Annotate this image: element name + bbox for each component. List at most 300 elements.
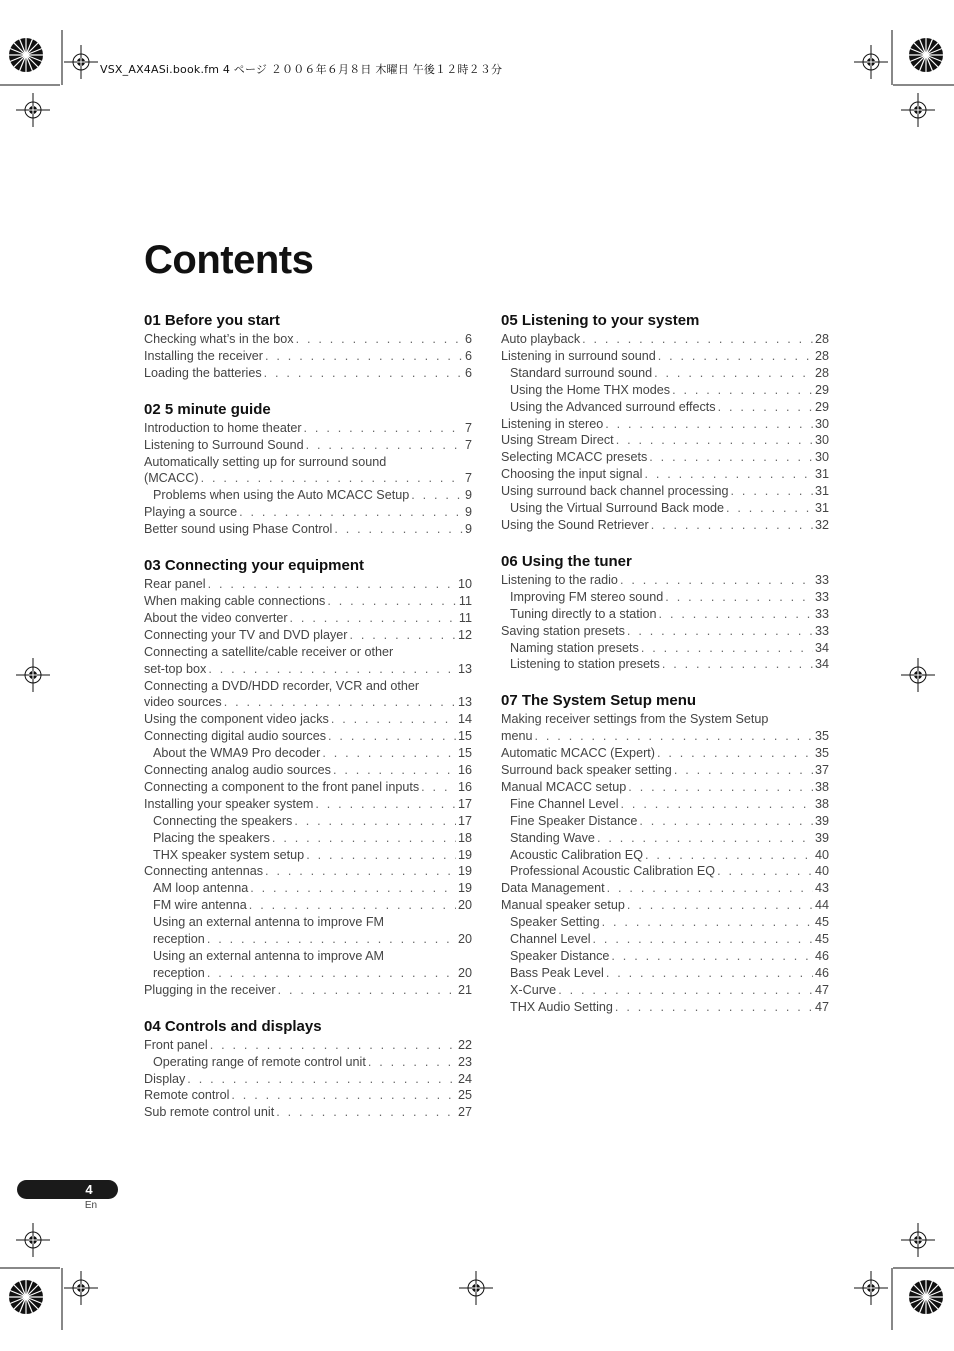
dot-leader bbox=[296, 331, 463, 348]
toc-entry-title: Better sound using Phase Control bbox=[144, 522, 333, 537]
crosshair-target-icon bbox=[901, 1223, 935, 1257]
toc-entry[interactable] bbox=[501, 432, 829, 449]
dot-leader bbox=[651, 517, 813, 534]
crosshair-target-icon bbox=[16, 93, 50, 127]
dot-leader bbox=[272, 830, 456, 847]
toc-entry-title: Placing the speakers bbox=[153, 830, 270, 845]
toc-entry-title: Bass Peak Level bbox=[510, 965, 604, 980]
toc-page-number: 16 bbox=[457, 779, 472, 794]
dot-leader bbox=[654, 365, 813, 382]
dot-leader bbox=[265, 348, 463, 365]
toc-entry[interactable] bbox=[501, 745, 829, 762]
toc-page-number: 21 bbox=[457, 982, 472, 997]
toc-entry[interactable] bbox=[501, 348, 829, 365]
crosshair-target-icon bbox=[16, 658, 50, 692]
toc-entry-title: Installing the receiver bbox=[144, 348, 264, 363]
toc-page-number: 37 bbox=[814, 763, 829, 778]
toc-section bbox=[501, 552, 829, 673]
toc-entry[interactable] bbox=[501, 779, 829, 796]
toc-entry[interactable] bbox=[144, 694, 472, 711]
toc-entry-title: THX speaker system setup bbox=[153, 847, 305, 862]
toc-entry-title: Front panel bbox=[144, 1037, 208, 1052]
toc-entry-title: Installing your speaker system bbox=[144, 796, 314, 811]
toc-entry[interactable] bbox=[144, 847, 472, 864]
toc-page-number: 9 bbox=[464, 505, 472, 520]
toc-entry-title: Improving FM stereo sound bbox=[510, 589, 664, 604]
dot-leader bbox=[290, 610, 457, 627]
section-heading: 07 The System Setup menu bbox=[501, 692, 697, 710]
toc-entry[interactable] bbox=[501, 965, 829, 982]
toc-entry[interactable] bbox=[501, 640, 829, 657]
section-heading: 04 Controls and displays bbox=[144, 1017, 322, 1035]
toc-page-number: 27 bbox=[457, 1105, 472, 1120]
toc-entry-title: Selecting MCACC presets bbox=[501, 450, 648, 465]
crosshair-target-icon bbox=[16, 1223, 50, 1257]
section-heading: 06 Using the tuner bbox=[501, 552, 632, 570]
toc-left-column bbox=[144, 311, 472, 1139]
toc-page-number: 20 bbox=[457, 965, 472, 980]
star-target-icon bbox=[9, 1280, 43, 1314]
crosshair-target-icon bbox=[64, 1271, 98, 1305]
toc-entry[interactable] bbox=[144, 661, 472, 678]
dot-leader bbox=[208, 576, 456, 593]
toc-entry[interactable] bbox=[501, 796, 829, 813]
toc-page-number: 43 bbox=[814, 881, 829, 896]
toc-entry[interactable] bbox=[144, 420, 472, 437]
toc-entry[interactable] bbox=[501, 897, 829, 914]
toc-page-number: 19 bbox=[457, 864, 472, 879]
dot-leader bbox=[304, 420, 463, 437]
dot-leader bbox=[639, 813, 813, 830]
toc-page-number: 7 bbox=[464, 471, 472, 486]
toc-page-number: 44 bbox=[814, 898, 829, 913]
toc-entry-title-continued: reception bbox=[153, 932, 205, 947]
toc-entry[interactable] bbox=[501, 606, 829, 623]
toc-entry-title: Data Management bbox=[501, 881, 605, 896]
language-label: En bbox=[84, 1200, 98, 1211]
toc-entry-title: Connecting your TV and DVD player bbox=[144, 627, 348, 642]
toc-entry[interactable] bbox=[501, 880, 829, 897]
toc-page-number: 20 bbox=[457, 898, 472, 913]
toc-page-number: 29 bbox=[814, 382, 829, 397]
toc-page-number: 13 bbox=[457, 695, 472, 710]
toc-page-number: 9 bbox=[464, 488, 472, 503]
section-heading: 02 5 minute guide bbox=[144, 400, 271, 418]
toc-page-number: 13 bbox=[457, 661, 472, 676]
dot-leader bbox=[331, 711, 456, 728]
dot-leader bbox=[250, 880, 456, 897]
toc-entry-title: Listening to station presets bbox=[510, 657, 660, 672]
toc-entry-title: About the WMA9 Pro decoder bbox=[153, 746, 321, 761]
dot-leader bbox=[620, 572, 813, 589]
toc-page-number: 6 bbox=[464, 365, 472, 380]
dot-leader bbox=[207, 965, 456, 982]
toc-entry[interactable] bbox=[501, 863, 829, 880]
toc-section bbox=[144, 400, 472, 538]
toc-entry[interactable] bbox=[144, 470, 472, 487]
dot-leader bbox=[621, 796, 813, 813]
dot-leader bbox=[662, 656, 813, 673]
toc-entry-title: Sub remote control unit bbox=[144, 1105, 275, 1120]
toc-entry-title: Fine Channel Level bbox=[510, 796, 619, 811]
toc-entry-title: About the video converter bbox=[144, 610, 288, 625]
toc-entry[interactable] bbox=[501, 728, 829, 745]
toc-entry[interactable] bbox=[144, 779, 472, 796]
toc-entry[interactable] bbox=[501, 656, 829, 673]
dot-leader bbox=[239, 504, 463, 521]
toc-entry[interactable] bbox=[144, 931, 472, 948]
toc-page-number: 30 bbox=[814, 433, 829, 448]
toc-entry[interactable] bbox=[144, 521, 472, 538]
toc-page-number: 17 bbox=[457, 796, 472, 811]
dot-leader bbox=[726, 500, 813, 517]
toc-entry-title: Remote control bbox=[144, 1088, 230, 1103]
dot-leader bbox=[649, 449, 813, 466]
dot-leader bbox=[276, 1104, 456, 1121]
toc-entry-title: Fine Speaker Distance bbox=[510, 813, 638, 828]
toc-entry-title: Operating range of remote control unit bbox=[153, 1054, 366, 1069]
toc-entry-title: Surround back speaker setting bbox=[501, 763, 672, 778]
dot-leader bbox=[368, 1054, 456, 1071]
toc-page-number: 11 bbox=[458, 593, 472, 608]
section-heading: 01 Before you start bbox=[144, 312, 280, 329]
toc-entry-title: Introduction to home theater bbox=[144, 420, 302, 435]
toc-entry-title: Automatic MCACC (Expert) bbox=[501, 746, 655, 761]
dot-leader bbox=[644, 466, 813, 483]
toc-entry-title: Connecting digital audio sources bbox=[144, 729, 327, 744]
dot-leader bbox=[231, 1087, 456, 1104]
toc-page-number: 33 bbox=[814, 606, 829, 621]
toc-page-number: 28 bbox=[814, 348, 829, 363]
toc-entry[interactable] bbox=[144, 593, 472, 610]
toc-entry[interactable] bbox=[144, 762, 472, 779]
toc-section bbox=[144, 1017, 472, 1122]
page-number-badge bbox=[17, 1180, 118, 1199]
toc-entry-title[interactable]: Automatically setting up for surround sound bbox=[144, 454, 387, 469]
dot-leader bbox=[327, 593, 457, 610]
toc-entry[interactable] bbox=[144, 627, 472, 644]
dot-leader bbox=[628, 779, 813, 796]
toc-entry[interactable] bbox=[144, 745, 472, 762]
dot-leader bbox=[665, 589, 813, 606]
toc-entry-title: Saving station presets bbox=[501, 623, 625, 638]
toc-entry[interactable] bbox=[144, 965, 472, 982]
toc-page-number: 23 bbox=[457, 1054, 472, 1069]
dot-leader bbox=[658, 348, 813, 365]
dot-leader bbox=[558, 982, 813, 999]
toc-entry-title: Using Stream Direct bbox=[501, 433, 614, 448]
toc-entry[interactable] bbox=[501, 847, 829, 864]
dot-leader bbox=[201, 470, 463, 487]
toc-page-number: 28 bbox=[814, 365, 829, 380]
dot-leader bbox=[607, 880, 813, 897]
toc-page-number: 40 bbox=[814, 847, 829, 862]
crosshair-target-icon bbox=[901, 658, 935, 692]
dot-leader bbox=[605, 416, 813, 433]
dot-leader bbox=[349, 627, 456, 644]
page-number: 4 bbox=[85, 1182, 93, 1197]
toc-entry-title: Playing a source bbox=[144, 505, 238, 520]
toc-page-number: 39 bbox=[814, 813, 829, 828]
toc-entry-title: Choosing the input signal bbox=[501, 467, 643, 482]
toc-page-number: 24 bbox=[457, 1071, 472, 1086]
dot-leader bbox=[224, 694, 456, 711]
toc-entry-title[interactable]: Using an external antenna to improve AM bbox=[153, 949, 385, 963]
toc-page-number: 30 bbox=[814, 450, 829, 465]
toc-entry[interactable] bbox=[144, 813, 472, 830]
toc-entry-title: Using the component video jacks bbox=[144, 712, 329, 727]
toc-page-number: 19 bbox=[457, 847, 472, 862]
dot-leader bbox=[582, 331, 813, 348]
toc-entry[interactable] bbox=[501, 830, 829, 847]
section-heading: 03 Connecting your equipment bbox=[144, 557, 365, 575]
toc-entry[interactable] bbox=[144, 331, 472, 348]
dot-leader bbox=[611, 948, 813, 965]
star-target-icon bbox=[9, 38, 43, 72]
toc-entry-title: Using surround back channel processing bbox=[501, 484, 729, 499]
toc-entry-title: Using the Virtual Surround Back mode bbox=[510, 501, 724, 516]
dot-leader bbox=[421, 779, 456, 796]
toc-entry[interactable] bbox=[144, 830, 472, 847]
toc-page-number: 35 bbox=[814, 746, 829, 761]
toc-entry[interactable] bbox=[501, 762, 829, 779]
toc-entry-title[interactable]: Making receiver settings from the System Setup bbox=[501, 712, 769, 727]
toc-page-number: 14 bbox=[457, 712, 472, 727]
dot-leader bbox=[615, 999, 813, 1016]
toc-page-number: 17 bbox=[457, 813, 472, 828]
dot-leader bbox=[208, 661, 456, 678]
dot-leader bbox=[645, 847, 813, 864]
toc-section bbox=[144, 556, 472, 999]
toc-entry[interactable] bbox=[144, 437, 472, 454]
toc-entry[interactable] bbox=[144, 576, 472, 593]
dot-leader bbox=[602, 914, 813, 931]
dot-leader bbox=[306, 847, 456, 864]
toc-entry-title: Connecting a component to the front panel inputs bbox=[144, 779, 420, 794]
dot-leader bbox=[265, 863, 456, 880]
toc-entry-title: Tuning directly to a station bbox=[510, 606, 657, 621]
dot-leader bbox=[315, 796, 456, 813]
toc-entry-title: When making cable connections bbox=[144, 593, 326, 608]
crosshair-target-icon bbox=[854, 45, 888, 79]
toc-entry-title-continued: reception bbox=[153, 965, 205, 980]
toc-entry[interactable] bbox=[501, 999, 829, 1016]
toc-entry[interactable] bbox=[144, 728, 472, 745]
toc-entry[interactable] bbox=[144, 1104, 472, 1121]
toc-entry-title-continued: video sources bbox=[144, 695, 222, 710]
dot-leader bbox=[322, 745, 456, 762]
dot-leader bbox=[210, 1037, 456, 1054]
toc-entry-title-continued: set-top box bbox=[144, 661, 207, 676]
toc-entry[interactable] bbox=[501, 931, 829, 948]
toc-page-number: 33 bbox=[814, 589, 829, 604]
dot-leader bbox=[717, 863, 813, 880]
toc-entry-title: FM wire antenna bbox=[153, 898, 247, 913]
toc-page-number: 29 bbox=[814, 399, 829, 414]
toc-entry[interactable] bbox=[144, 1087, 472, 1104]
crosshair-target-icon bbox=[64, 45, 98, 79]
dot-leader bbox=[674, 762, 813, 779]
toc-page-number: 25 bbox=[457, 1088, 472, 1103]
toc-entry[interactable] bbox=[501, 399, 829, 416]
toc-page-number: 12 bbox=[457, 627, 472, 642]
toc-entry[interactable] bbox=[144, 982, 472, 999]
toc-page-number: 18 bbox=[457, 830, 472, 845]
toc-entry[interactable] bbox=[144, 880, 472, 897]
toc-entry-title: Professional Acoustic Calibration EQ bbox=[510, 864, 716, 879]
toc-entry-title: Using the Home THX modes bbox=[510, 382, 671, 397]
page-title: Contents bbox=[144, 238, 314, 282]
toc-right-column bbox=[501, 311, 829, 1034]
toc-page-number: 16 bbox=[457, 763, 472, 778]
toc-entry[interactable] bbox=[501, 948, 829, 965]
toc-entry[interactable] bbox=[144, 863, 472, 880]
toc-entry[interactable] bbox=[501, 416, 829, 433]
toc-page-number: 34 bbox=[814, 657, 829, 672]
crop-mark-lines bbox=[0, 1268, 954, 1330]
toc-entry-title: Standard surround sound bbox=[510, 365, 653, 380]
toc-page-number: 38 bbox=[814, 779, 829, 794]
toc-entry[interactable] bbox=[144, 610, 472, 627]
toc-entry-title: Manual MCACC setup bbox=[501, 779, 627, 794]
dot-leader bbox=[328, 728, 456, 745]
toc-entry-title: Listening to Surround Sound bbox=[144, 437, 304, 452]
toc-entry-title[interactable]: Connecting a satellite/cable receiver or other bbox=[144, 644, 394, 659]
dot-leader bbox=[627, 897, 813, 914]
toc-entry[interactable] bbox=[144, 711, 472, 728]
toc-entry[interactable] bbox=[501, 365, 829, 382]
toc-page-number: 34 bbox=[814, 640, 829, 655]
crosshair-target-icon bbox=[459, 1271, 493, 1305]
toc-entry-title[interactable]: Connecting a DVD/HDD recorder, VCR and other bbox=[144, 678, 420, 693]
toc-page-number: 45 bbox=[814, 915, 829, 930]
toc-page-number: 39 bbox=[814, 830, 829, 845]
toc-entry[interactable] bbox=[501, 382, 829, 399]
toc-page-number: 33 bbox=[814, 572, 829, 587]
toc-page-number: 20 bbox=[457, 932, 472, 947]
toc-entry[interactable] bbox=[501, 449, 829, 466]
dot-leader bbox=[411, 487, 463, 504]
toc-entry-title: Manual speaker setup bbox=[501, 898, 625, 913]
toc-entry[interactable] bbox=[501, 914, 829, 931]
toc-page-number: 40 bbox=[814, 864, 829, 879]
toc-entry[interactable] bbox=[501, 466, 829, 483]
dot-leader bbox=[718, 399, 813, 416]
toc-entry-title: AM loop antenna bbox=[153, 881, 249, 896]
toc-page-number: 46 bbox=[814, 965, 829, 980]
toc-page-number: 33 bbox=[814, 623, 829, 638]
print-header-info: VSX_AX4ASi.book.fm 4 ページ ２００６年６月８日 木曜日 午後１２時２３分 bbox=[100, 63, 503, 76]
toc-entry[interactable] bbox=[501, 517, 829, 534]
toc-entry[interactable] bbox=[501, 500, 829, 517]
dot-leader bbox=[659, 606, 813, 623]
toc-entry[interactable] bbox=[501, 982, 829, 999]
toc-entry-title: Listening in surround sound bbox=[501, 348, 656, 363]
dot-leader bbox=[334, 521, 463, 538]
toc-page-number: 46 bbox=[814, 949, 829, 963]
toc-entry[interactable] bbox=[501, 483, 829, 500]
toc-entry[interactable] bbox=[501, 813, 829, 830]
toc-entry[interactable] bbox=[144, 796, 472, 813]
toc-page-number: 32 bbox=[814, 517, 829, 532]
dot-leader bbox=[627, 623, 813, 640]
toc-entry[interactable] bbox=[144, 897, 472, 914]
toc-page-number: 31 bbox=[814, 501, 829, 516]
toc-page-number: 15 bbox=[457, 746, 472, 761]
toc-entry-title: Listening in stereo bbox=[501, 416, 604, 431]
toc-entry-title: Auto playback bbox=[501, 332, 581, 346]
dot-leader bbox=[657, 745, 813, 762]
toc-page-number: 47 bbox=[814, 982, 829, 997]
toc-page-number: 45 bbox=[814, 932, 829, 947]
star-target-icon bbox=[909, 38, 943, 72]
toc-entry[interactable] bbox=[501, 331, 829, 348]
toc-page-number: 15 bbox=[457, 729, 472, 744]
toc-entry[interactable] bbox=[144, 504, 472, 521]
toc-entry[interactable] bbox=[144, 365, 472, 382]
dot-leader bbox=[333, 762, 456, 779]
toc-entry-title-continued: (MCACC) bbox=[144, 471, 199, 486]
toc-entry-title: Speaker Setting bbox=[510, 915, 600, 930]
toc-page-number: 31 bbox=[814, 484, 829, 499]
toc-entry[interactable] bbox=[501, 589, 829, 606]
toc-page-number: 30 bbox=[814, 416, 829, 431]
toc-entry-title: Problems when using the Auto MCACC Setup bbox=[153, 488, 410, 503]
toc-entry[interactable] bbox=[501, 572, 829, 589]
toc-section bbox=[501, 691, 829, 1015]
toc-entry[interactable] bbox=[501, 623, 829, 640]
dot-leader bbox=[616, 432, 813, 449]
toc-entry-title[interactable]: Using an external antenna to improve FM bbox=[153, 915, 385, 930]
dot-leader bbox=[249, 897, 456, 914]
toc-page-number: 35 bbox=[814, 729, 829, 744]
dot-leader bbox=[672, 382, 813, 399]
dot-leader bbox=[207, 931, 456, 948]
toc-page-number: 22 bbox=[457, 1037, 472, 1052]
dot-leader bbox=[535, 728, 813, 745]
dot-leader bbox=[593, 931, 813, 948]
toc-entry-title: Naming station presets bbox=[510, 640, 639, 655]
toc-page-number: 7 bbox=[464, 420, 472, 435]
toc-entry-title: Checking what’s in the box bbox=[144, 332, 294, 346]
toc-entry-title: Using the Advanced surround effects bbox=[510, 399, 716, 414]
dot-leader bbox=[731, 483, 813, 500]
toc-entry-title: Loading the batteries bbox=[144, 365, 262, 380]
toc-entry-title: Standing Wave bbox=[510, 830, 595, 845]
toc-entry-title: Acoustic Calibration EQ bbox=[510, 847, 643, 862]
crosshair-target-icon bbox=[901, 93, 935, 127]
star-target-icon bbox=[909, 1280, 943, 1314]
toc-entry[interactable] bbox=[144, 1054, 472, 1071]
toc-entry[interactable] bbox=[144, 348, 472, 365]
toc-entry-title: Connecting the speakers bbox=[153, 813, 293, 828]
toc-entry-title: Connecting analog audio sources bbox=[144, 763, 331, 778]
toc-page-number: 38 bbox=[814, 796, 829, 811]
toc-page-number: 10 bbox=[457, 577, 472, 592]
toc-page-number: 11 bbox=[458, 610, 472, 625]
toc-entry[interactable] bbox=[144, 487, 472, 504]
toc-entry-title: Connecting antennas bbox=[144, 864, 264, 879]
toc-page-number: 9 bbox=[464, 522, 472, 537]
dot-leader bbox=[264, 365, 463, 382]
dot-leader bbox=[306, 437, 463, 454]
toc-entry[interactable] bbox=[144, 1071, 472, 1088]
toc-entry[interactable] bbox=[144, 1037, 472, 1054]
toc-page-number: 28 bbox=[814, 332, 829, 346]
toc-entry-title: THX Audio Setting bbox=[510, 999, 613, 1014]
toc-section bbox=[501, 311, 829, 534]
toc-page-number: 6 bbox=[464, 348, 472, 363]
